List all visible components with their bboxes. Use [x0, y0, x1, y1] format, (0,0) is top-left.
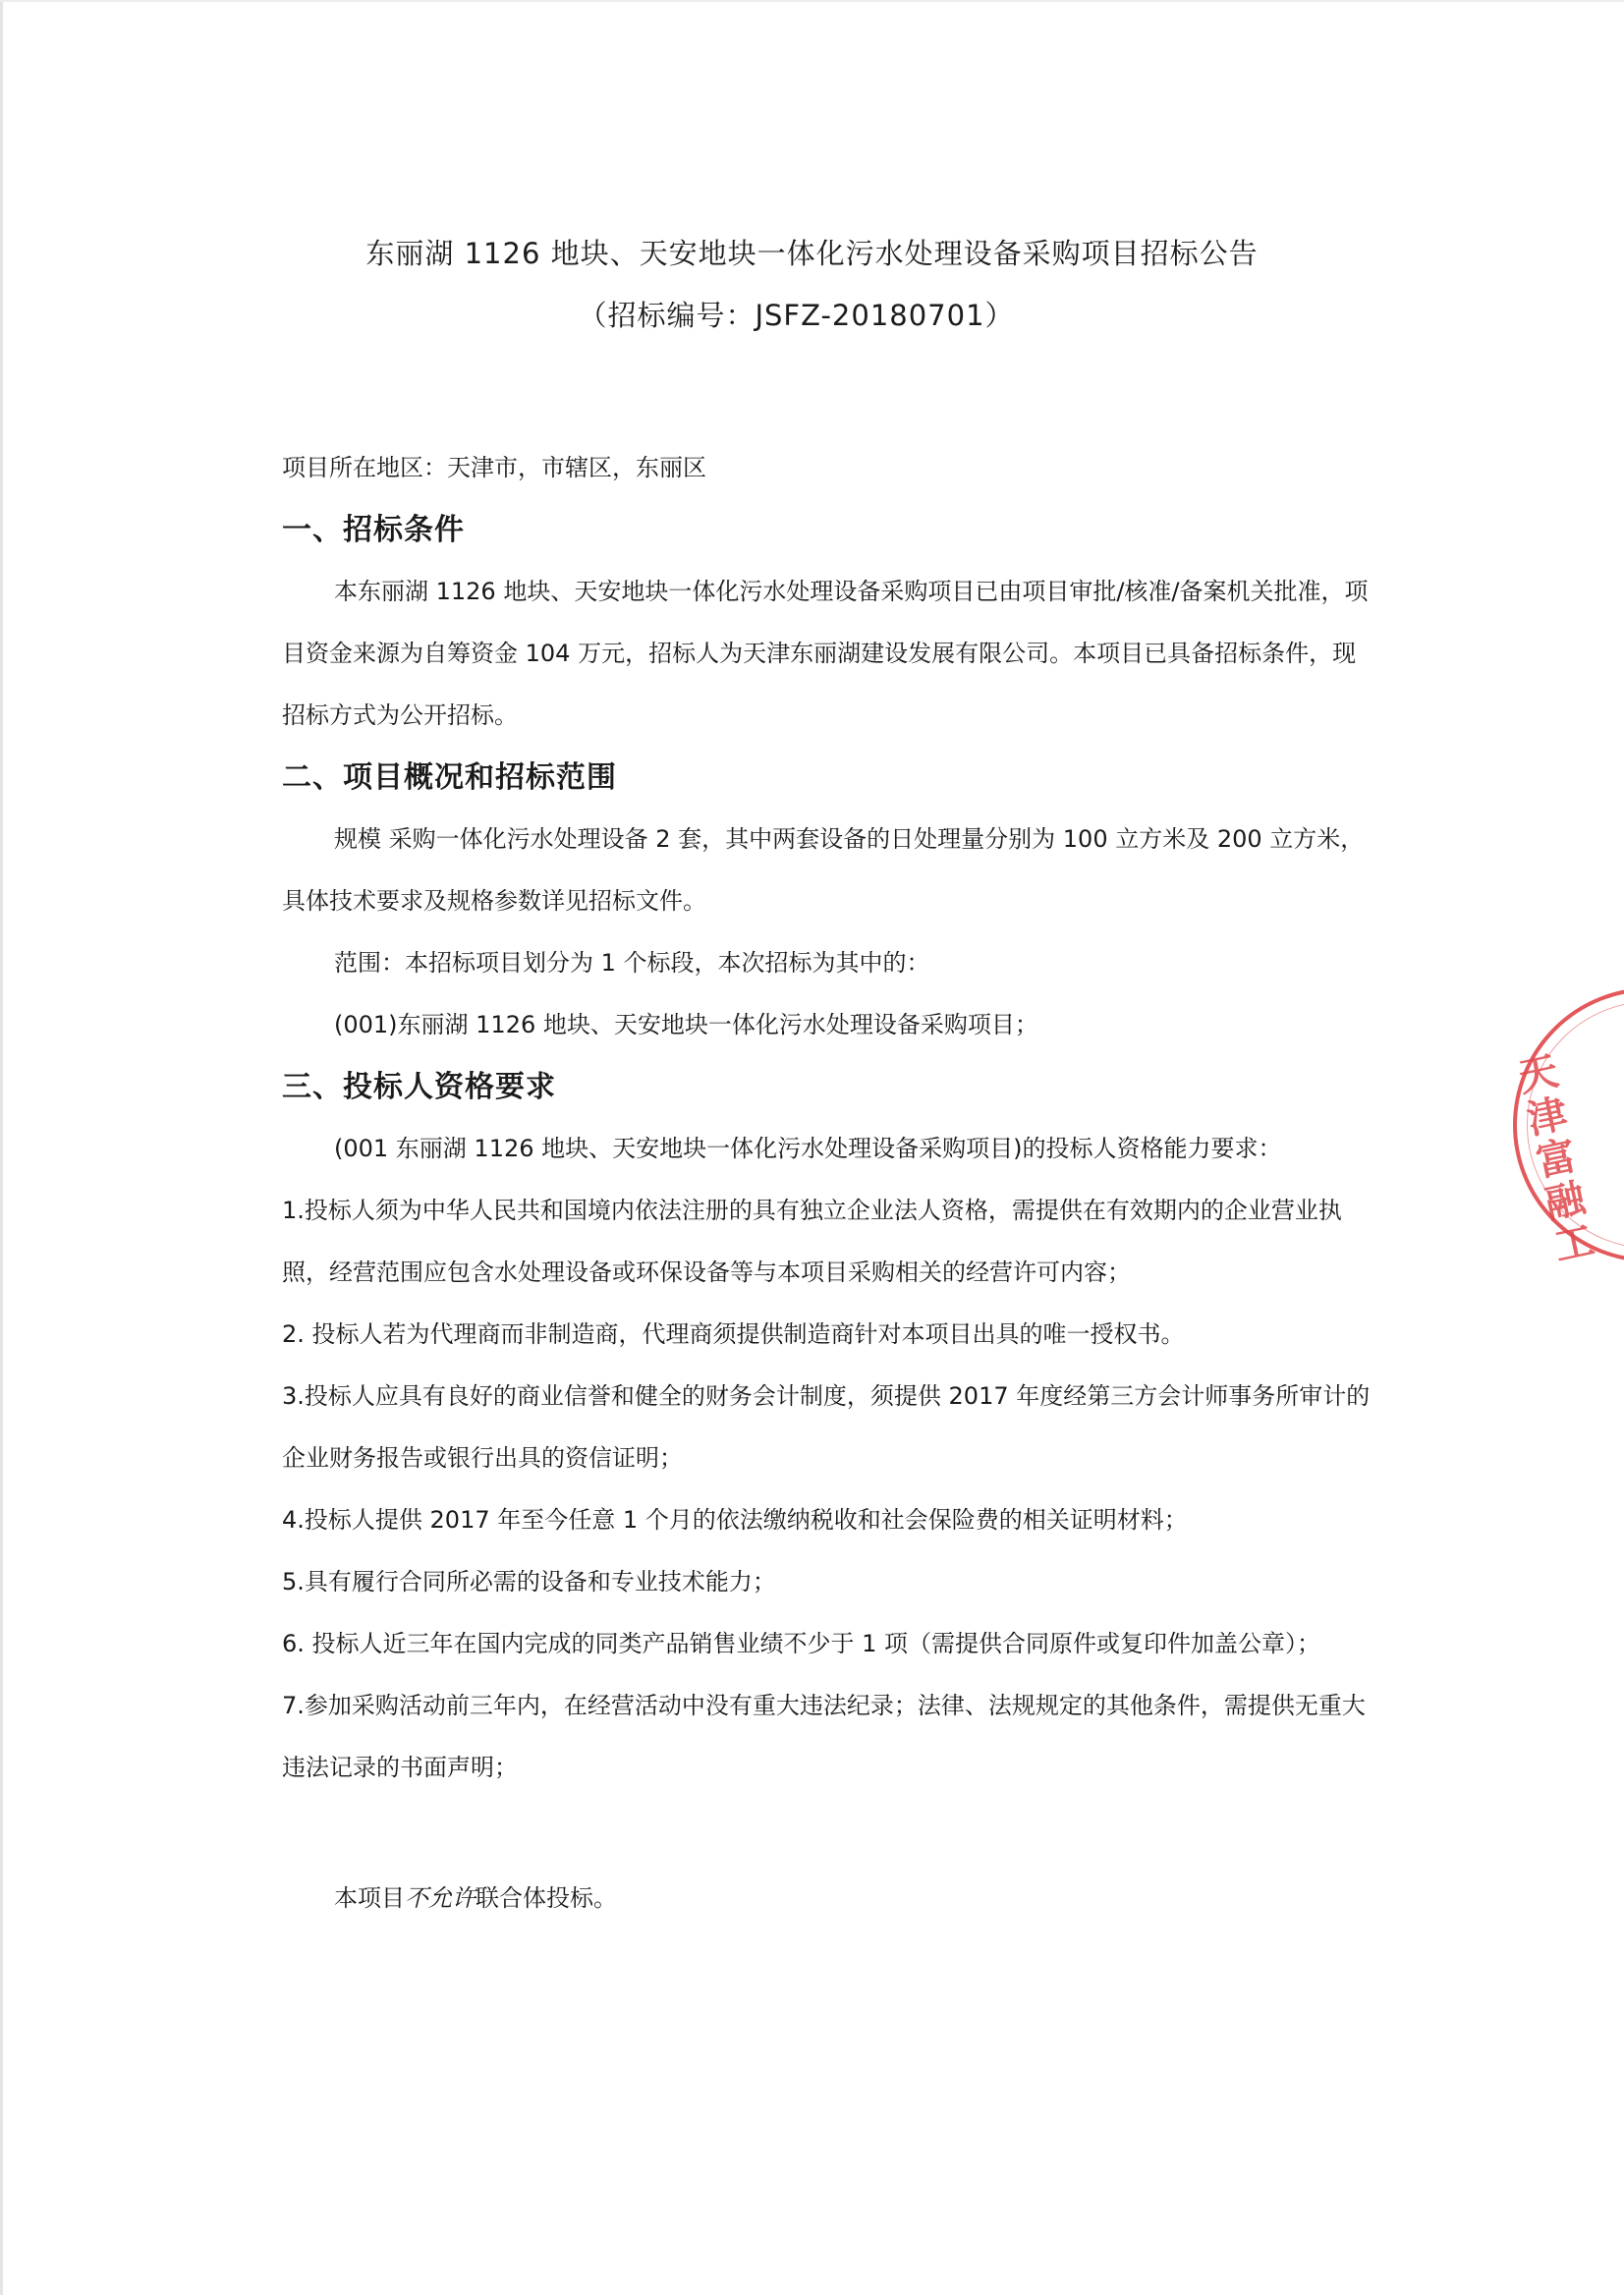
requirement-item: 4.投标人提供 2017 年至今任意 1 个月的依法缴纳税收和社会保险费的相关证明材料； [282, 1506, 1188, 1534]
requirement-item: 1.投标人须为中华人民共和国境内依法注册的具有独立企业法人资格，需提供在有效期内的企业营业执照，经营范围应包含水处理设备或环保设备等与本项目采购相关的经营许可内容； [282, 1197, 1342, 1286]
section2-heading: 二、项目概况和招标范围 [282, 760, 617, 795]
company-seal-stamp [1513, 987, 1624, 1270]
page-left-edge [0, 0, 3, 2295]
section1-paragraph: 本东丽湖 1126 地块、天安地块一体化污水处理设备采购项目已由项目审批/核准/备案机关批准，项目资金来源为自筹资金 104 万元，招标人为天津东丽湖建设发展有限公司。本项目已具备招标条件，现招标方式为公开招标。 [282, 578, 1369, 729]
spacer [282, 1799, 1372, 1868]
section3-heading: 三、投标人资格要求 [282, 1070, 556, 1104]
section1-heading: 一、招标条件 [282, 513, 465, 547]
requirement-item: 5.具有履行合同所必需的设备和专业技术能力； [282, 1568, 776, 1595]
requirement-item: 2. 投标人若为代理商而非制造商，代理商须提供制造商针对本项目出具的唯一授权书。 [282, 1320, 1185, 1348]
location-line: 项目所在地区：天津市，市辖区，东丽区 [282, 454, 706, 481]
section2-scope: 范围：本招标项目划分为 1 个标段，本次招标为其中的： [334, 949, 930, 977]
tender-code: （招标编号：JSFZ-20180701） [578, 299, 1015, 332]
document-body [282, 437, 1372, 1930]
section2-lot: (001)东丽湖 1126 地块、天安地块一体化污水处理设备采购项目； [334, 1011, 1038, 1038]
document-title: 东丽湖 1126 地块、天安地块一体化污水处理设备采购项目招标公告 [365, 237, 1259, 270]
consortium-suffix: 联合体投标。 [476, 1884, 617, 1912]
requirement-item: 6. 投标人近三年在国内完成的同类产品销售业绩不少于 1 项（需提供合同原件或复印件加盖公章）； [282, 1630, 1321, 1657]
requirement-item: 7.参加采购活动前三年内，在经营活动中没有重大违法纪录；法律、法规规定的其他条件，需提供无重大违法记录的书面声明； [282, 1692, 1366, 1781]
consortium-note [282, 1868, 1372, 1930]
requirement-item: 3.投标人应具有良好的商业信誉和健全的财务会计制度，须提供 2017 年度经第三方会计师事务所审计的企业财务报告或银行出具的资信证明； [282, 1382, 1371, 1472]
consortium-emphasis: 不允许 [405, 1884, 476, 1912]
seal-text: 天津富融工 [1514, 1048, 1598, 1270]
section3-intro: (001 东丽湖 1126 地块、天安地块一体化污水处理设备采购项目)的投标人资格能力要求： [334, 1135, 1282, 1162]
consortium-prefix: 本项目 [334, 1884, 405, 1912]
section2-scale: 规模 采购一体化污水处理设备 2 套，其中两套设备的日处理量分别为 100 立方米及 200 立方米，具体技术要求及规格参数详见招标文件。 [282, 825, 1365, 915]
page-top-edge [0, 0, 1624, 2]
